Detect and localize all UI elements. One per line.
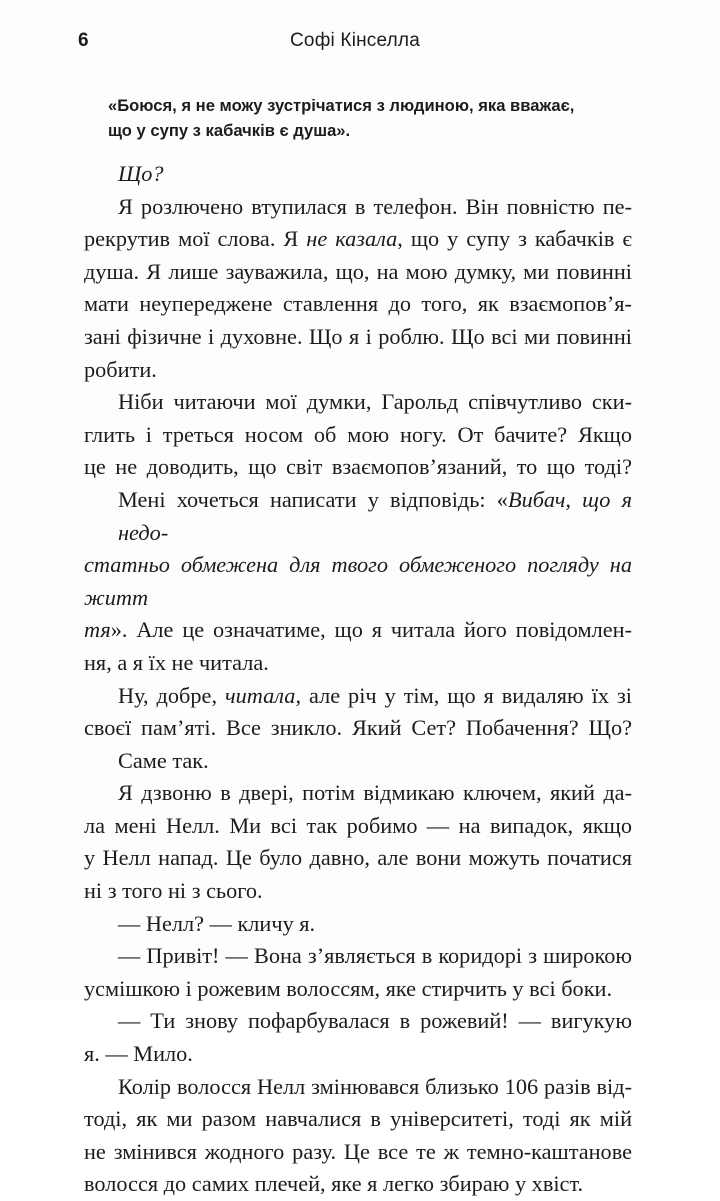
text-line: — Нелл? — кличу я. (118, 910, 316, 936)
paragraph (84, 680, 632, 745)
text-line: зані фізичне і духовне. Що я і роблю. Що всі ми повинні (84, 323, 632, 349)
text-line: Ну, добре, читала, але річ у тім, що я видаляю їх зі (118, 682, 632, 708)
paragraph (84, 908, 632, 941)
paragraph (84, 940, 632, 1005)
text-line: Саме так. (118, 747, 209, 773)
paragraph (84, 191, 632, 387)
text-line: це не доводить, що світ взаємопов’язаний, то що тоді? (84, 454, 632, 480)
page-header (0, 30, 720, 60)
message-line: що у супу з кабачків є душа». (108, 121, 351, 140)
text-line: душа. Я лише зауважила, що, на мою думку, ми повинні (84, 258, 632, 284)
text-line: ні з того ні з сього. (84, 878, 263, 904)
text-line: мати неупереджене ставлення до того, як взаємопов’я- (84, 291, 632, 317)
text-line: Що? (118, 161, 164, 186)
paragraph (84, 484, 632, 680)
text-line: робити. (84, 356, 157, 382)
text-line: — Привіт! — Вона з’являється в коридорі з широкою (118, 943, 632, 969)
text-line: ня, а я їх не читала. (84, 649, 269, 675)
text-line: не змінився жодного разу. Це все те ж темно-каштанове (84, 1138, 632, 1164)
text-line: рекрутив мої слова. Я не казала, що у супу з кабачків є (84, 226, 632, 252)
running-head-author: Софі Кінселла (290, 30, 420, 51)
paragraph (84, 1005, 632, 1070)
text-line: тоді, як ми разом навчалися в університеті, тоді як мій (84, 1106, 632, 1132)
paragraph (84, 777, 632, 907)
text-line: глить і треться носом об мою ногу. От бачите? Якщо (84, 421, 632, 447)
paragraph (84, 745, 632, 778)
text-line: Ніби читаючи мої думки, Гарольд співчутливо ски- (118, 389, 632, 415)
paragraph (84, 1071, 632, 1201)
text-line: усмішкою і рожевим волоссям, яке стирчить у всі боки. (84, 975, 613, 1001)
paragraph (84, 158, 632, 191)
body-text (84, 158, 632, 1201)
text-line: своєї пам’яті. Все зникло. Який Сет? Побачення? Що? (84, 715, 632, 741)
page-number: 6 (78, 30, 89, 51)
text-line: волосся до самих плечей, яке я легко збираю у хвіст. (84, 1171, 584, 1197)
text-line: я. — Мило. (84, 1041, 193, 1067)
text-line: Я розлючено втупилася в телефон. Він повністю пе- (118, 193, 632, 219)
message-line: «Боюся, я не можу зустрічатися з людиною, яка вважає, (108, 96, 575, 115)
paragraph (84, 386, 632, 484)
text-line: статньо обмежена для твого обмеженого погляду на житт (84, 552, 632, 610)
text-line: Я дзвоню в двері, потім відмикаю ключем, який да- (118, 780, 632, 806)
text-line: у Нелл напад. Це було давно, але вони можуть початися (84, 845, 632, 871)
text-message-quote (108, 93, 628, 143)
text-line: ла мені Нелл. Ми всі так робимо — на випадок, якщо (84, 812, 632, 838)
text-line: Мені хочеться написати у відповідь: «Вибач, що я недо- (118, 486, 632, 545)
text-line: Колір волосся Нелл змінювався близько 106 разів від- (118, 1073, 632, 1099)
text-line: — Ти знову пофарбувалася в рожевий! — вигукую (118, 1008, 632, 1034)
text-line: тя». Але це означатиме, що я читала його повідомлен- (84, 617, 632, 643)
